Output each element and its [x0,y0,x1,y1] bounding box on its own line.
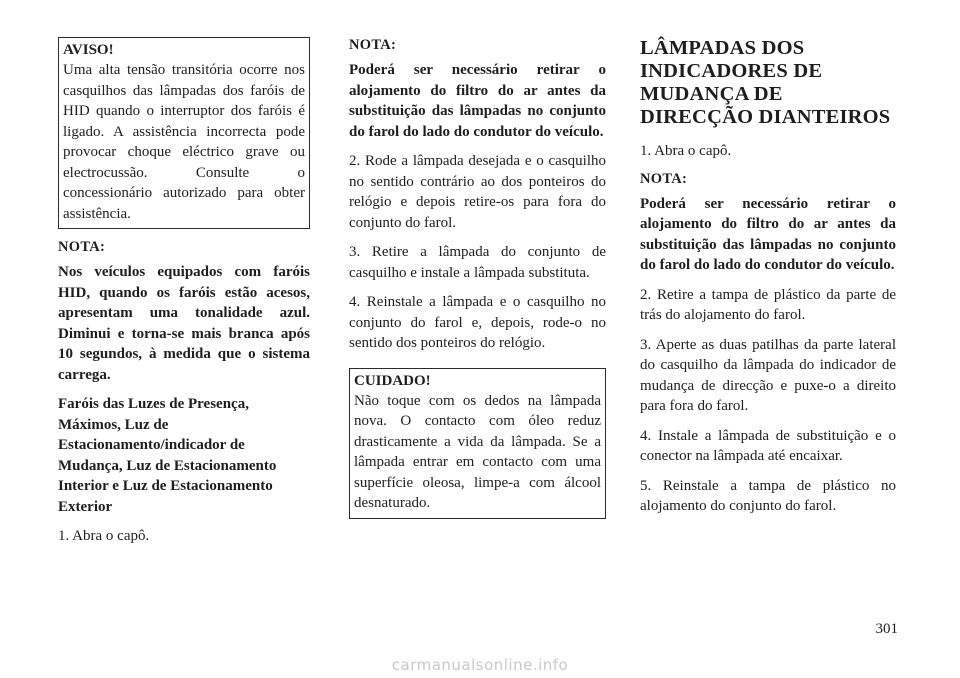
step-2: 2. Retire a tampa de plástico da parte de trás do alojamento do farol. [640,286,896,323]
section-subheading: Faróis das Luzes de Presença, Máximos, Luz de Estacionamento/indicador de Mudança, Luz de Estacionamento Interior e Luz de Estacionamento Exterior [58,396,277,515]
watermark: carmanualsonline.info [391,656,569,674]
caution-title: CUIDADO! [354,372,431,389]
step-1: 1. Abra o capô. [58,528,150,544]
step-1: 1. Abra o capô. [640,143,732,159]
step-3: 3. Aperte as duas patilhas da parte lateral do casquilho da lâmpada do indicador de mudança de direcção e puxe-o a direito para fora do farol. [640,336,896,414]
caution-body: Não toque com os dedos na lâmpada nova. O contacto com óleo reduz drasticamente a vida da lâmpada. Se a lâmpada entrar em contacto com uma superfície oleosa, limpe-a com álcool desnaturado. [354,392,601,511]
caution-box [349,368,606,519]
note-text: Poderá ser necessário retirar o alojamento do filtro do ar antes da substituição das lâmpadas no conjunto do farol do lado do condutor do veículo. [349,62,606,140]
note-text: Poderá ser necessário retirar o alojamento do filtro do ar antes da substituição das lâmpadas no conjunto do farol do lado do condutor do veículo. [640,195,896,273]
page-number: 301 [875,621,898,637]
warning-body: Uma alta tensão transitória ocorre nos casquilhos das lâmpadas dos faróis de HID quando o interruptor dos faróis é ligado. A assistência incorrecta pode provocar choque eléctrico grave ou electrocussão. Consulte o concessionário autorizado para obter assistência. [63,62,305,222]
column-right [640,37,896,526]
step-3: 3. Retire a lâmpada do conjunto de casquilho e instale a lâmpada substituta. [349,244,606,281]
column-middle [349,37,606,529]
note-label: NOTA: [640,170,688,187]
note-text: Nos veículos equipados com faróis HID, quando os faróis estão acesos, apresentam uma tonalidade azul. Diminui e torna-se mais branca após 10 segundos, à medida que o sistema carrega. [58,264,310,383]
step-4: 4. Instale a lâmpada de substituição e o conector na lâmpada até encaixar. [640,427,896,464]
column-left [58,37,310,556]
step-2: 2. Rode a lâmpada desejada e o casquilho no sentido contrário ao dos ponteiros do relógio e depois retire-os para fora do conjunto do farol. [349,153,606,231]
warning-title: AVISO! [63,42,114,58]
step-4: 4. Reinstale a lâmpada e o casquilho no conjunto do farol e, depois, rode-o no sentido dos ponteiros do relógio. [349,294,606,351]
section-heading: LÂMPADAS DOS INDICADORES DE MUDANÇA DE DIRECÇÃO DIANTEIROS [640,37,891,128]
note-label: NOTA: [349,37,397,53]
note-label: NOTA: [58,239,106,255]
step-5: 5. Reinstale a tampa de plástico no alojamento do conjunto do farol. [640,477,896,514]
warning-box [58,37,310,229]
